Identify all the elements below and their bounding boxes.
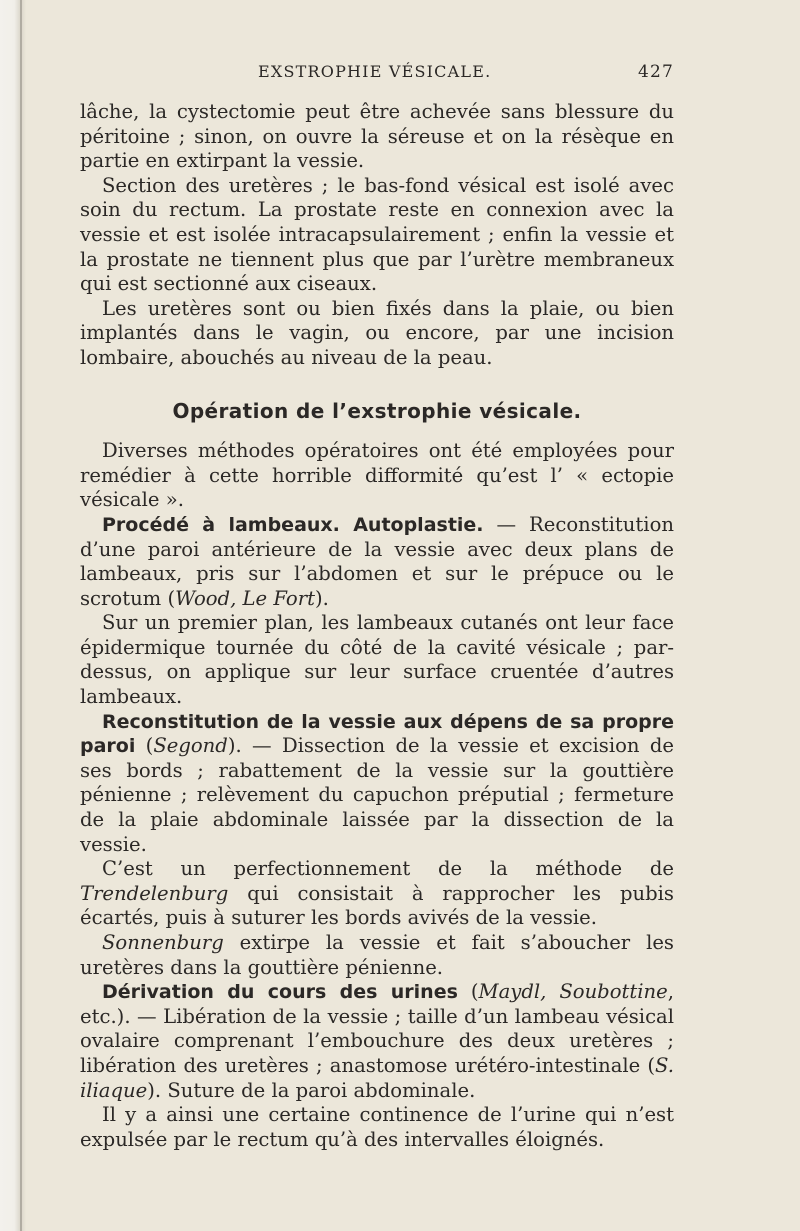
derivation-open: ( xyxy=(457,980,479,1004)
running-head xyxy=(80,56,674,86)
section-heading: Opération de l’exstrophie vésicale. xyxy=(172,398,582,423)
book-spine-edge xyxy=(0,0,26,1231)
procede-lambeaux-authors: Wood, Le Fort xyxy=(175,586,315,610)
paragraph-premier-plan: Sur un premier plan, les lambeaux cutanés ont leur face épidermique tournée du côté de la cavité vésicale ; par-dessus, on applique sur leur surface cruentée d’autres lambeaux. xyxy=(80,611,674,709)
paragraph-continence: Il y a ainsi une certaine continence de l’urine qui n’est expulsée par le rectum qu’à des intervalles éloignés. xyxy=(80,1103,674,1151)
paragraph-trendelenburg xyxy=(80,857,674,931)
paragraph-derivation xyxy=(80,980,674,1103)
trendelenburg-text-start: C’est un perfectionnement de la méthode de xyxy=(102,857,674,881)
procede-lambeaux-text: — Reconstitution d’une paroi antérieure de la vessie avec deux plans de lambeaux, pris sur l’abdomen et sur le prépuce ou le scrotum ( xyxy=(80,512,674,610)
sonnenburg-text: extirpe la vessie et fait s’aboucher les uretères dans la gouttière pénienne. xyxy=(80,931,674,979)
paragraph-sonnenburg xyxy=(80,931,674,980)
derivation-title: Dérivation du cours des urines xyxy=(102,981,458,1004)
paragraph-methodes: Diverses méthodes opératoires ont été employées pour remédier à cette horrible difformité qu’est l’ « ectopie vésicale ». xyxy=(80,439,674,512)
procede-lambeaux-title: Procédé à lambeaux. Autoplastie. xyxy=(102,513,484,536)
reconstitution-text: ). — Dissection de la vessie et excision de ses bords ; rabattement de la vessie sur la gouttière pénienne ; relèvement du capuchon préputial ; fermeture de la plaie abdominale laissée par la dissection de la vessie. xyxy=(80,734,674,856)
trendelenburg-text-end: qui consistait à rapprocher les pubis écartés, puis à suturer les bords avivés de la vessie. xyxy=(80,881,674,930)
trendelenburg-author: Trendelenburg xyxy=(80,881,229,905)
derivation-term: S. iliaque xyxy=(80,1053,674,1102)
reconstitution-open: ( xyxy=(135,734,154,758)
paragraph-section-ureteres: Section des uretères ; le bas-fond vésical est isolé avec soin du rectum. La prostate reste en connexion avec la vessie et est isolée intracapsulairement ; enfin la vessie et la prostate ne tiennent plus que par l’urètre membraneux qui est sectionné aux ciseaux. xyxy=(80,173,674,296)
reconstitution-author: Segond xyxy=(153,734,228,758)
body-text xyxy=(80,100,674,1152)
derivation-text: , etc.). — Libération de la vessie ; taille d’un lambeau vésical ovalaire comprenant l’embouchure des deux uretères ; libération des uretères ; anastomose urétéro-intestinale ( xyxy=(80,980,674,1077)
running-head-title: EXSTROPHIE VÉSICALE. xyxy=(258,62,492,81)
gutter-line xyxy=(20,0,22,1231)
procede-lambeaux-end: ). xyxy=(314,586,329,610)
page-number: 427 xyxy=(637,62,674,82)
paragraph-ureteres-fixes: Les uretères sont ou bien fixés dans la plaie, ou bien implantés dans le vagin, ou encore, par une incision lombaire, abouchés au niveau de la peau. xyxy=(80,296,674,369)
reconstitution-title: Reconstitution de la vessie aux dépens de sa propre paroi xyxy=(80,710,674,758)
book-page xyxy=(80,56,674,1152)
paragraph-cystectomie: lâche, la cystectomie peut être achevée sans blessure du péritoine ; sinon, on ouvre la séreuse et on la résèque en partie en extirpant la vessie. xyxy=(80,100,674,173)
paragraph-procede-lambeaux xyxy=(80,513,674,611)
paragraph-reconstitution xyxy=(80,710,674,858)
derivation-authors: Maydl, Soubottine xyxy=(478,980,668,1004)
derivation-end: ). Suture de la paroi abdominale. xyxy=(147,1078,476,1102)
sonnenburg-author: Sonnenburg xyxy=(102,931,224,954)
